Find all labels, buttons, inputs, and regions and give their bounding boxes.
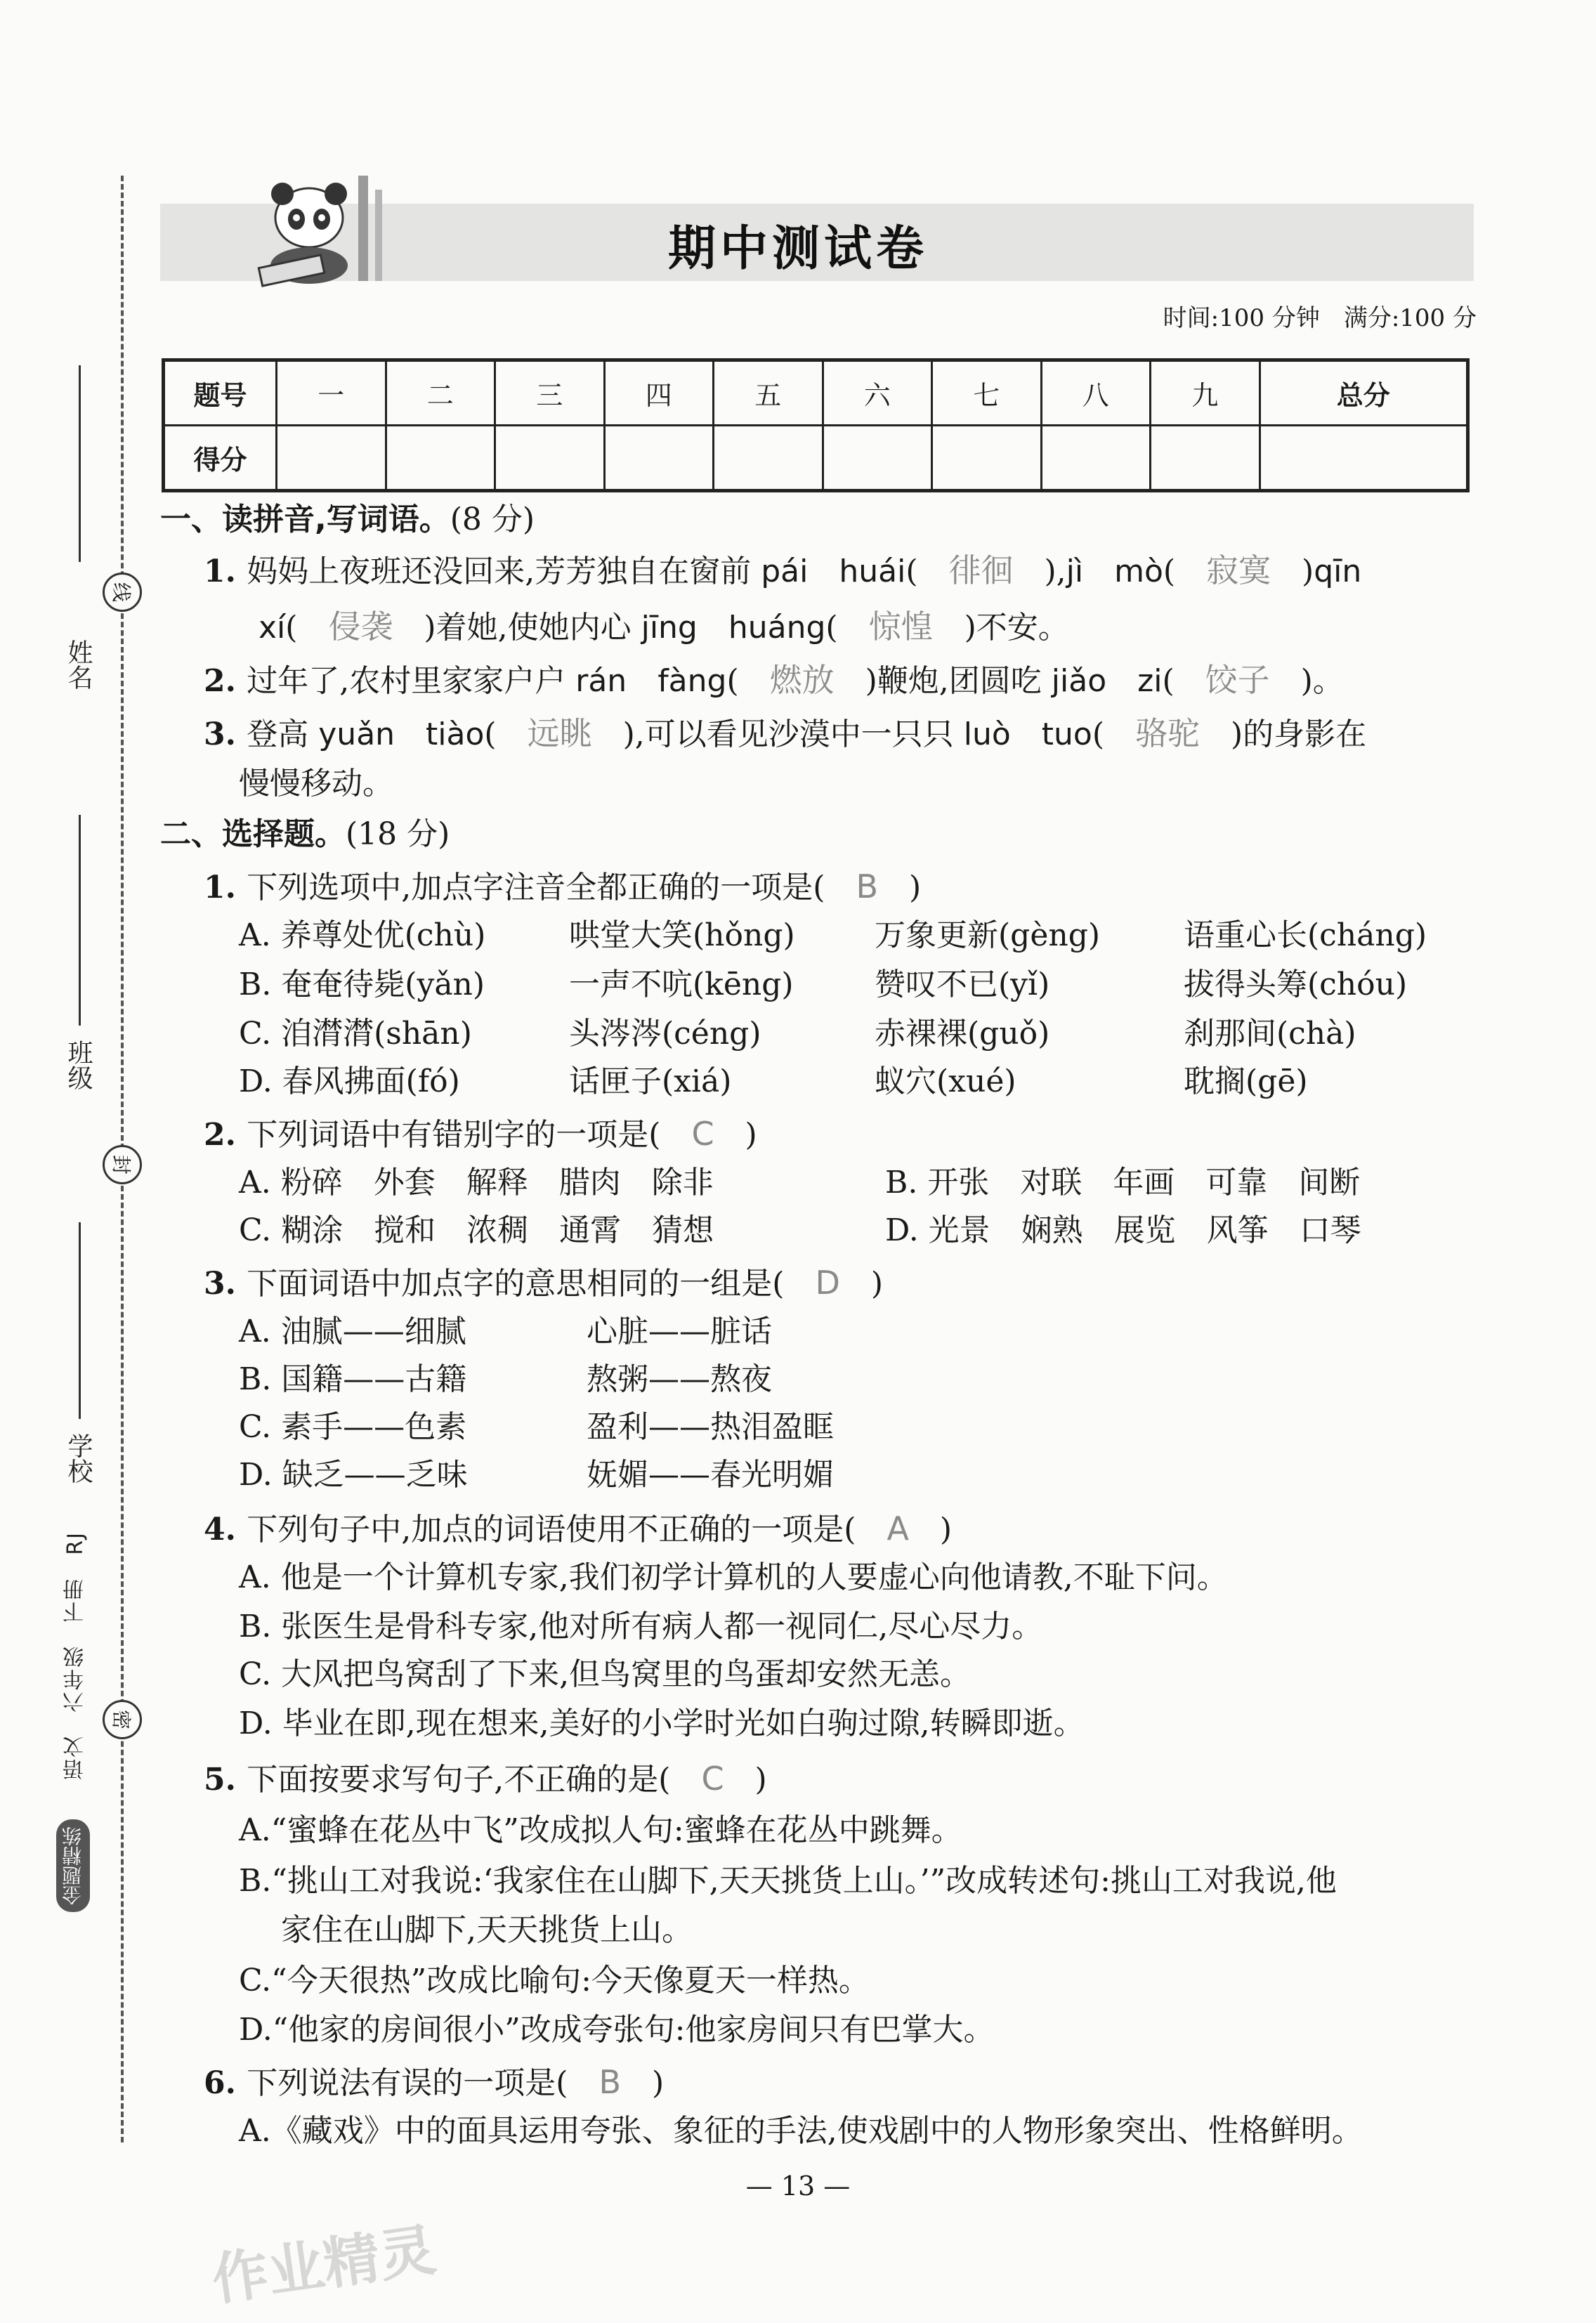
mc1-option-b-3: 赞叹不已(yǐ) — [875, 967, 1050, 1002]
score-cell[interactable] — [495, 426, 605, 491]
col-2: 二 — [386, 360, 495, 426]
mc3-option-c-2: 盈利——热泪盈眶 — [587, 1409, 834, 1445]
mc1-option-a-4: 语重心长(cháng) — [1184, 917, 1427, 953]
mc3-option-d-2: 妩媚——春光明媚 — [587, 1457, 834, 1493]
q1-line-2: xí( 侵袭 )着她,使她内心 jīng huáng( 惊惶 )不安。 — [259, 608, 1069, 646]
col-5: 五 — [714, 360, 823, 426]
mc1-option-d-4: 耽搁(gē) — [1184, 1064, 1308, 1099]
mc1-stem: 1. 下列选项中,加点字注音全都正确的一项是( B ) — [204, 868, 922, 905]
mc1-option-a-2: 哄堂大笑(hǒng) — [569, 917, 795, 953]
mc4-option-a: A. 他是一个计算机专家,我们初学计算机的人要虚心向他请教,不耻下问。 — [239, 1559, 1228, 1595]
pinyin: jì mò — [1066, 554, 1163, 589]
class-underline — [79, 815, 81, 1026]
word: 猜想 — [652, 1212, 714, 1248]
name-underline — [79, 365, 81, 562]
answer-blank[interactable]: 饺子 — [1205, 661, 1270, 699]
score-cell[interactable] — [823, 426, 932, 491]
mc1-option-c-2: 头涔涔(céng) — [569, 1016, 761, 1052]
word: 除非 — [651, 1165, 714, 1200]
score-cell[interactable] — [386, 426, 495, 491]
q3-number: 3. — [204, 716, 247, 752]
mc5-option-a: A.“蜜蜂在花丛中飞”改成拟人句:蜜蜂在花丛中跳舞。 — [239, 1812, 962, 1848]
mc4-stem: 4. 下列句子中,加点的词语使用不正确的一项是( A ) — [204, 1510, 953, 1547]
col-3: 三 — [495, 360, 605, 426]
mc4-answer[interactable]: A — [887, 1510, 909, 1547]
mc2-number: 2. — [204, 1117, 247, 1153]
section-1-heading — [160, 499, 535, 541]
page-number: — 13 — — [745, 2171, 851, 2201]
mc3-text: 下面词语中加点字的意思相同的一组是 — [247, 1266, 773, 1302]
col-6: 六 — [823, 360, 932, 426]
q1-line-5: 慢慢移动。 — [239, 766, 393, 801]
mc1-option-b-2: 一声不吭(kēng) — [569, 967, 794, 1002]
mc4-text: 下列句子中,加点的词语使用不正确的一项是 — [247, 1512, 844, 1547]
section-1-points: (8 分) — [450, 502, 535, 537]
word: A. 粉碎 — [239, 1165, 343, 1200]
mc6-text: 下列说法有误的一项是 — [247, 2065, 556, 2101]
q1-text: 过年了,农村里家家户户 — [247, 663, 576, 699]
q1-text: 不安。 — [976, 610, 1069, 646]
mc6-answer[interactable]: B — [598, 2063, 621, 2101]
mc2-text: 下列词语中有错别字的一项是 — [247, 1117, 649, 1153]
word: D. 光景 — [885, 1212, 990, 1248]
mc1-option-b-4: 拔得头筹(chóu) — [1184, 967, 1408, 1002]
mc2-option-a — [239, 1162, 714, 1204]
mc5-answer[interactable]: C — [701, 1760, 724, 1798]
mc3-option-d-1: D. 缺乏——乏味 — [239, 1457, 468, 1493]
pinyin: jiǎo zi — [1051, 663, 1163, 699]
word: B. 开张 — [885, 1165, 990, 1200]
pinyin: qīn — [1314, 554, 1362, 589]
mc3-option-b-2: 熬粥——熬夜 — [587, 1361, 772, 1397]
mc1-option-a-1: A. 养尊处优(chù) — [239, 917, 486, 953]
mc1-option-d-2: 话匣子(xiá) — [569, 1064, 732, 1099]
pinyin: yuǎn tiào — [318, 716, 485, 752]
mc1-option-c-1: C. 洎潸潸(shān) — [239, 1016, 472, 1052]
full-score: 满分:100 分 — [1343, 304, 1477, 332]
col-8: 八 — [1041, 360, 1151, 426]
word: 搅和 — [374, 1212, 436, 1248]
mc1-option-a-3: 万象更新(gèng) — [875, 917, 1101, 953]
pinyin: xí — [259, 610, 286, 646]
pinyin: luò tuo — [963, 716, 1092, 752]
mc5-option-b-line2: 家住在山脚下,天天挑货上山。 — [281, 1912, 693, 1948]
mc1-answer[interactable]: B — [856, 868, 878, 905]
score-row — [164, 426, 1468, 491]
q1-text: 着她,使她内心 — [436, 610, 641, 646]
answer-blank[interactable]: 徘徊 — [948, 551, 1014, 589]
q1-text: 鞭炮,团圆吃 — [877, 663, 1052, 699]
word: 间断 — [1298, 1165, 1361, 1200]
score-table-header-row — [164, 360, 1468, 426]
col-9: 九 — [1151, 360, 1260, 426]
mc3-number: 3. — [204, 1266, 247, 1302]
series-label: 语文 六年级 下册 RJ — [63, 1531, 88, 1780]
mc1-option-d-3: 蚁穴(xué) — [875, 1064, 1016, 1099]
word: 通霄 — [559, 1212, 622, 1248]
score-cell[interactable] — [714, 426, 823, 491]
word: 解释 — [466, 1165, 528, 1200]
col-4: 四 — [604, 360, 714, 426]
answer-blank[interactable]: 惊惶 — [868, 608, 934, 646]
answer-blank[interactable]: 远眺 — [527, 714, 592, 752]
mc5-option-d: D.“他家的房间很小”改成夸张句:他家房间只有巴掌大。 — [239, 2012, 995, 2048]
answer-blank[interactable]: 骆驼 — [1135, 714, 1200, 752]
mc5-option-c: C.“今天很热”改成比喻句:今天像夏天一样热。 — [239, 1963, 870, 1998]
score-cell[interactable] — [1151, 426, 1260, 491]
mc3-answer[interactable]: D — [815, 1264, 840, 1302]
q1-text: 登高 — [247, 716, 319, 752]
word: 口琴 — [1299, 1212, 1361, 1248]
pinyin: jīng huáng — [641, 610, 826, 646]
seal-feng-mark: 封 — [103, 1145, 142, 1184]
mc4-option-d: D. 毕业在即,现在想来,美好的小学时光如白驹过隙,转瞬即逝。 — [239, 1706, 1085, 1741]
mc5-text: 下面按要求写句子,不正确的是 — [247, 1762, 659, 1798]
section-2-title: 二、选择题。 — [160, 816, 346, 852]
seal-mi-mark: 密 — [103, 1700, 142, 1739]
score-cell[interactable] — [604, 426, 714, 491]
word: 展览 — [1113, 1212, 1176, 1248]
time-limit: 时间:100 分钟 — [1163, 304, 1320, 332]
section-1-title: 一、读拼音,写词语。 — [160, 502, 450, 537]
section-2-points: (18 分) — [346, 816, 450, 852]
mc2-stem: 2. 下列词语中有错别字的一项是( C ) — [204, 1115, 757, 1153]
school-underline — [79, 1222, 81, 1419]
mc3-option-a-2: 心脏——脏话 — [587, 1314, 772, 1349]
word: 浓稠 — [466, 1212, 529, 1248]
word: 娴熟 — [1021, 1212, 1083, 1248]
mc3-option-c-1: C. 素手——色素 — [239, 1409, 467, 1445]
score-cell[interactable] — [1041, 426, 1151, 491]
mc2-option-d — [885, 1210, 1361, 1252]
mc1-text: 下列选项中,加点字注音全都正确的一项是 — [247, 870, 813, 905]
answer-blank[interactable]: 侵袭 — [328, 608, 393, 646]
pinyin: pái huái — [761, 554, 906, 589]
score-cell[interactable] — [932, 426, 1042, 491]
mc4-option-c: C. 大风把鸟窝刮了下来,但鸟窝里的鸟蛋却安然无恙。 — [239, 1656, 972, 1692]
q1-line-1: 1. 妈妈上夜班还没回来,芳芳独自在窗前 pái huái( 徘徊 ),jì mò( 寂寞 )qīn — [204, 551, 1362, 589]
q1-text: 妈妈上夜班还没回来,芳芳独自在窗前 — [247, 554, 761, 589]
seal-line-mark: 线 — [103, 572, 142, 612]
score-cell[interactable] — [277, 426, 386, 491]
mc2-option-b — [885, 1162, 1360, 1204]
word: 可靠 — [1205, 1165, 1268, 1200]
mc1-option-b-1: B. 奄奄待毙(yǎn) — [239, 967, 485, 1002]
col-total: 总分 — [1260, 360, 1468, 426]
mc1-option-c-4: 刹那间(chà) — [1184, 1016, 1356, 1052]
pinyin: rán fàng — [575, 663, 727, 699]
watermark: 作业精灵 — [208, 2217, 440, 2313]
mc1-number: 1. — [204, 870, 247, 905]
mc4-option-b: B. 张医生是骨科专家,他对所有病人都一视同仁,尽心尽力。 — [239, 1609, 1043, 1644]
class-label: 班级 — [64, 1040, 93, 1090]
score-table — [162, 358, 1470, 492]
page-title: 期中测试卷 — [667, 221, 928, 277]
score-row-label: 得分 — [164, 426, 277, 491]
mc1-option-c-3: 赤裸裸(guǒ) — [875, 1016, 1050, 1052]
name-label: 姓名 — [64, 639, 93, 690]
col-label: 题号 — [164, 360, 277, 426]
word: 外套 — [373, 1165, 436, 1200]
mc3-stem: 3. 下面词语中加点字的意思相同的一组是( D ) — [204, 1264, 884, 1302]
q1-text: ,可以看见沙漠中一只只 — [634, 716, 964, 752]
exam-meta — [1163, 299, 1477, 333]
answer-blank[interactable]: 寂寞 — [1206, 551, 1271, 589]
mc1-option-d-1: D. 春风拂面(fó) — [239, 1064, 460, 1099]
word: C. 糊涂 — [239, 1212, 344, 1248]
q1-line-3: 2. 过年了,农村里家家户户 rán fàng( 燃放 )鞭炮,团圆吃 jiǎo zi( 饺子 )。 — [204, 661, 1344, 699]
mc2-answer[interactable]: C — [691, 1115, 714, 1153]
mc2-option-c — [239, 1210, 714, 1252]
q1-line-4: 3. 登高 yuǎn tiào( 远眺 ),可以看见沙漠中一只只 luò tuo( 骆驼 )的身影在 — [204, 714, 1367, 752]
section-2-heading — [160, 813, 450, 856]
q2-number: 2. — [204, 663, 247, 699]
mc4-number: 4. — [204, 1512, 247, 1547]
mc5-stem: 5. 下面按要求写句子,不正确的是( C ) — [204, 1760, 767, 1798]
col-7: 七 — [932, 360, 1042, 426]
school-label: 学校 — [64, 1433, 93, 1484]
word: 腊肉 — [558, 1165, 621, 1200]
q1-text: 。 — [1312, 663, 1344, 699]
word: 对联 — [1020, 1165, 1082, 1200]
answer-blank[interactable]: 燃放 — [769, 661, 835, 699]
score-cell[interactable] — [1260, 426, 1468, 491]
brand-badge: 金题精练 — [56, 1819, 90, 1912]
mc6-option-a: A.《藏戏》中的面具运用夸张、象征的手法,使戏剧中的人物形象突出、性格鲜明。 — [239, 2113, 1363, 2149]
q1-text: 的身影在 — [1243, 716, 1367, 752]
col-1: 一 — [277, 360, 386, 426]
mc3-option-b-1: B. 国籍——古籍 — [239, 1361, 467, 1397]
mc5-option-b-line1: B.“挑山工对我说:‘我家住在山脚下,天天挑货上山。’”改成转述句:挑山工对我说,他 — [239, 1863, 1337, 1899]
mc5-number: 5. — [204, 1762, 247, 1798]
mc6-stem: 6. 下列说法有误的一项是( B ) — [204, 2063, 665, 2101]
word: 年画 — [1113, 1165, 1175, 1200]
mc6-number: 6. — [204, 2065, 247, 2101]
word: 风筝 — [1206, 1212, 1269, 1248]
mc3-option-a-1: A. 油腻——细腻 — [239, 1314, 466, 1349]
q1-number: 1. — [204, 554, 247, 589]
